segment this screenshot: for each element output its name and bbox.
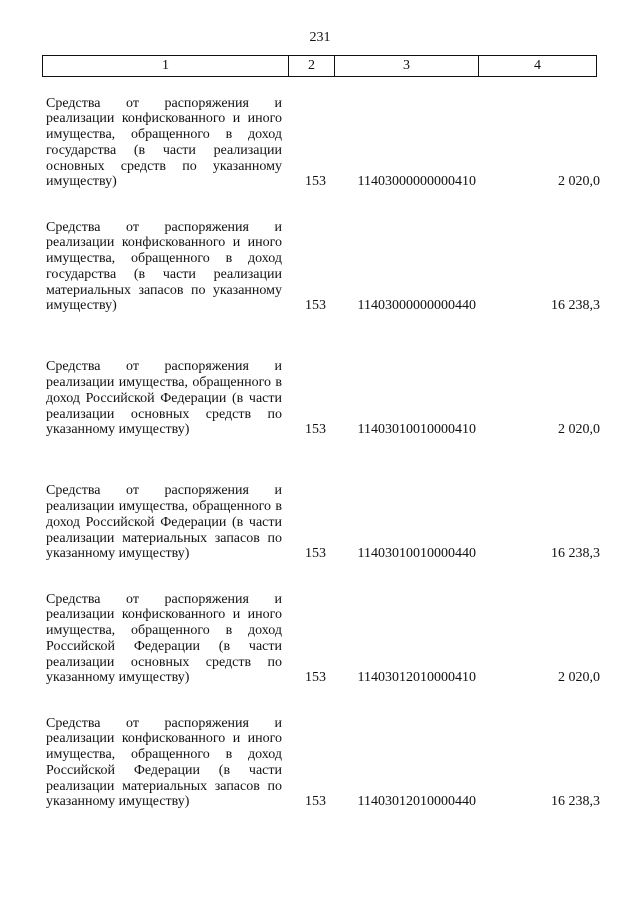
row-col2: 153	[305, 298, 326, 313]
row-description: Средства от распоряжения и реализации имущества, обращенного в доход Российской Федерации (в части реализации основных средств по указанному имуществу)	[46, 359, 282, 438]
header-col-3: 3	[335, 56, 479, 76]
page-number: 231	[309, 30, 331, 45]
row-col2: 153	[305, 794, 326, 809]
table-header	[42, 55, 597, 77]
row-amount: 2 020,0	[558, 174, 600, 189]
row-code: 11403000000000410	[357, 174, 476, 189]
row-col2: 153	[305, 670, 326, 685]
row-col2: 153	[305, 422, 326, 437]
row-amount: 16 238,3	[551, 298, 600, 313]
header-col-1: 1	[43, 56, 289, 76]
row-code: 11403012010000440	[357, 794, 476, 809]
table-row	[46, 582, 600, 686]
row-amount: 16 238,3	[551, 794, 600, 809]
table-row	[46, 334, 600, 438]
header-col-4: 4	[534, 58, 541, 73]
row-code: 11403010010000440	[357, 546, 476, 561]
table-row	[46, 458, 600, 562]
row-description: Средства от распоряжения и реализации конфискованного и иного имущества, обращенного в доход государства (в части реализации основных средств по указанному имуществу)	[46, 95, 282, 190]
row-code: 11403010010000410	[357, 422, 476, 437]
row-description: Средства от распоряжения и реализации имущества, обращенного в доход Российской Федерации (в части реализации материальных запасов по указанному имуществу)	[46, 483, 282, 562]
row-code: 11403012010000410	[357, 670, 476, 685]
table-body	[46, 86, 600, 830]
row-description: Средства от распоряжения и реализации конфискованного и иного имущества, обращенного в доход государства (в части реализации материальных запасов по указанному имуществу)	[46, 219, 282, 314]
row-amount: 2 020,0	[558, 422, 600, 437]
table-row	[46, 86, 600, 190]
row-amount: 16 238,3	[551, 546, 600, 561]
row-col2: 153	[305, 174, 326, 189]
row-col2: 153	[305, 546, 326, 561]
table-row	[46, 210, 600, 314]
row-code: 11403000000000440	[357, 298, 476, 313]
row-amount: 2 020,0	[558, 670, 600, 685]
header-col-2: 2	[289, 56, 335, 76]
row-description: Средства от распоряжения и реализации конфискованного и иного имущества, обращенного в доход Российской Федерации (в части реализации материальных запасов по указанному имуществу)	[46, 715, 282, 810]
row-description: Средства от распоряжения и реализации конфискованного и иного имущества, обращенного в доход Российской Федерации (в части реализации основных средств по указанному имуществу)	[46, 591, 282, 686]
table-row	[46, 706, 600, 810]
